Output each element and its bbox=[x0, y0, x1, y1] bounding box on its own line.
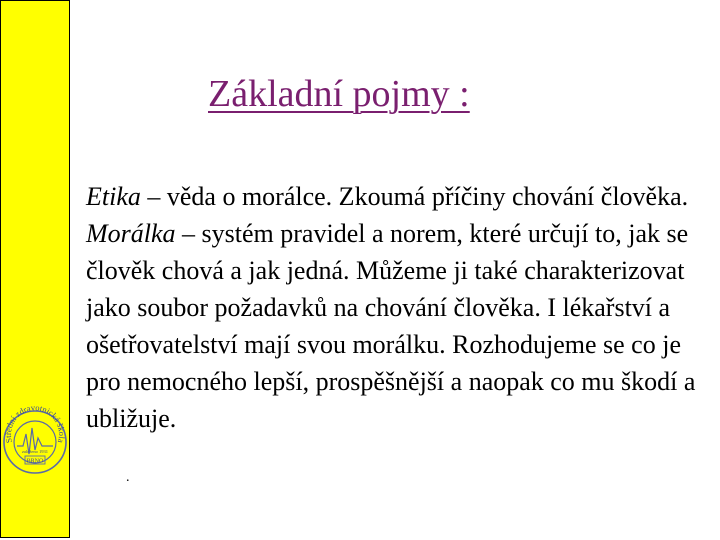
seal-city: BRNO bbox=[26, 458, 44, 465]
term-etika: Etika bbox=[86, 182, 141, 211]
seal-ring-text: Střední zdravotnická škola bbox=[2, 402, 68, 445]
definition-etika: – věda o morálce. Zkoumá příčiny chování člověka. bbox=[140, 182, 689, 211]
slide-body bbox=[86, 178, 696, 437]
school-seal-icon bbox=[1, 392, 69, 496]
definition-moralka: – systém pravidel a norem, které určují to, jak se člověk chová a jak jedná. Můžeme ji také charakterizovat jako soubor požadavků na chování člověka. I lékařství a ošetřovatelství mají svou morálku. Rozhodujeme se co je pro nemocného lepší, prospěšnější a naopak co mu škodí a ubližuje. bbox=[86, 219, 696, 433]
term-moralka: Morálka bbox=[86, 219, 176, 248]
stray-mark: . bbox=[126, 470, 130, 485]
seal-year: založeno 1931 bbox=[21, 449, 49, 454]
slide-title: Základní pojmy : bbox=[208, 73, 470, 115]
slide-title-wrap bbox=[208, 72, 470, 116]
